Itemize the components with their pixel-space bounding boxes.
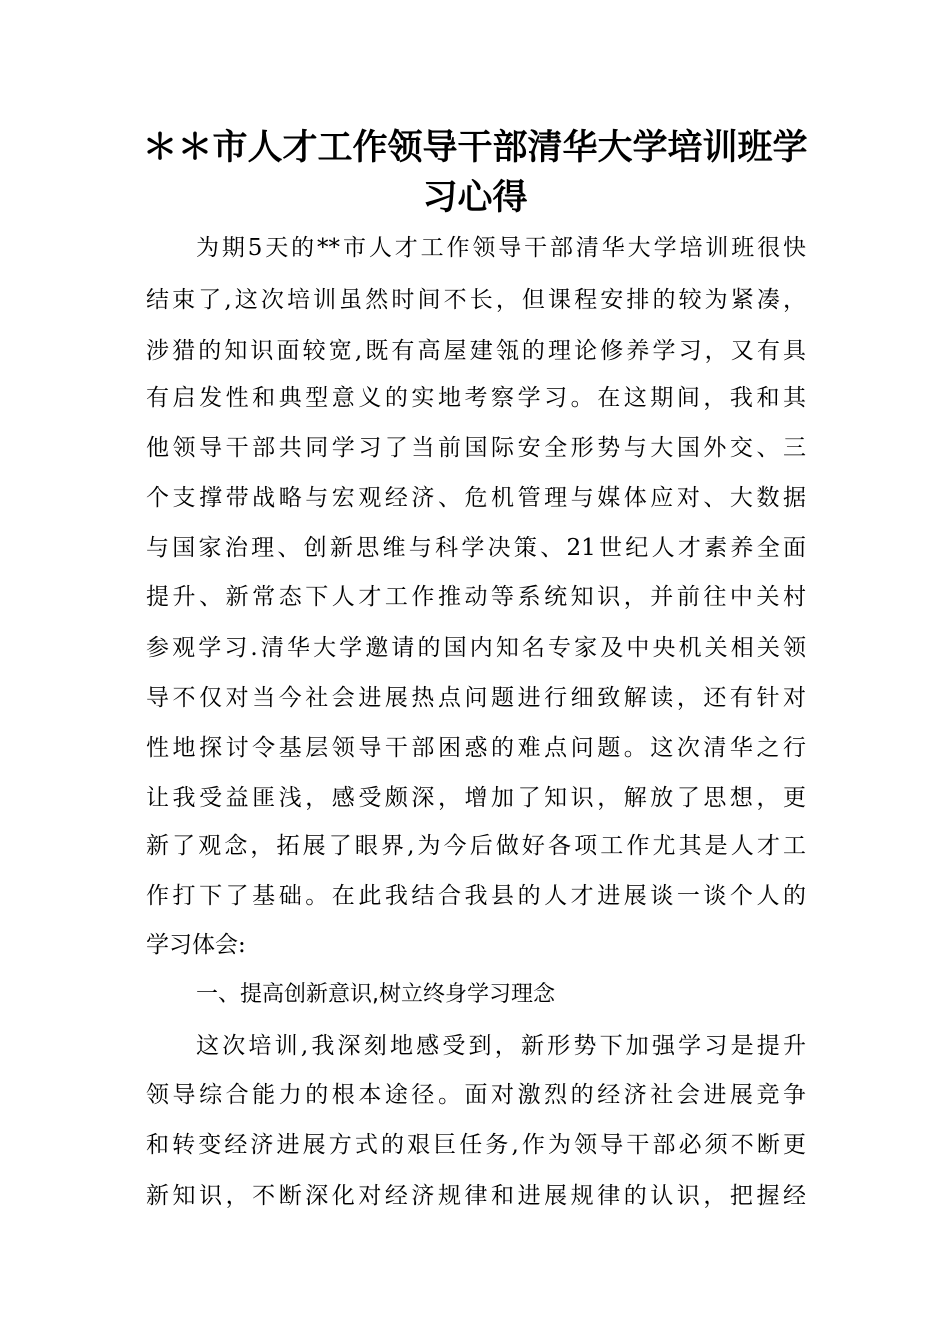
document-title-line-2: 习心得 — [422, 177, 528, 218]
paragraph-line: 新知识，不断深化对经济规律和进展规律的认识，把握经 — [146, 1183, 806, 1209]
paragraph-line: 参观学习.清华大学邀请的国内知名专家及中央机关相关领 — [146, 635, 806, 661]
paragraph-line: 这次培训,我深刻地感受到，新形势下加强学习是提升 — [196, 1033, 806, 1059]
paragraph-line: 性地探讨令基层领导干部困惑的难点问题。这次清华之行 — [146, 735, 806, 761]
document-title-line-1: ＊＊市人才工作领导干部清华大学培训班学 — [142, 127, 808, 168]
section-heading-1: 一、提高创新意识,树立终身学习理念 — [196, 982, 555, 1007]
paragraph-line: 和转变经济进展方式的艰巨任务,作为领导干部必须不断更 — [146, 1132, 806, 1158]
paragraph-line: 领导综合能力的根本途径。面对激烈的经济社会进展竞争 — [146, 1082, 806, 1108]
paragraph-line: 结束了,这次培训虽然时间不长，但课程安排的较为紧凑， — [146, 287, 806, 313]
paragraph-line: 有启发性和典型意义的实地考察学习。在这期间，我和其 — [146, 385, 806, 411]
paragraph-line: 他领导干部共同学习了当前国际安全形势与大国外交、三 — [146, 435, 806, 461]
paragraph-line: 为期5天的**市人才工作领导干部清华大学培训班很快 — [196, 235, 806, 261]
paragraph-line: 导不仅对当今社会进展热点问题进行细致解读，还有针对 — [146, 685, 806, 711]
paragraph-line: 作打下了基础。在此我结合我县的人才进展谈一谈个人的 — [146, 883, 806, 909]
paragraph-line: 涉猎的知识面较宽,既有高屋建瓴的理论修养学习，又有具 — [146, 338, 806, 364]
paragraph-line: 让我受益匪浅，感受颇深，增加了知识，解放了思想，更 — [146, 785, 806, 811]
paragraph-line: 提升、新常态下人才工作推动等系统知识，并前往中关村 — [146, 584, 806, 610]
paragraph-line: 与国家治理、创新思维与科学决策、21世纪人才素养全面 — [146, 535, 806, 561]
paragraph-line: 学习体会: — [146, 932, 246, 958]
paragraph-line: 个支撑带战略与宏观经济、危机管理与媒体应对、大数据 — [146, 485, 806, 511]
paragraph-line: 新了观念，拓展了眼界,为今后做好各项工作尤其是人才工 — [146, 833, 806, 859]
